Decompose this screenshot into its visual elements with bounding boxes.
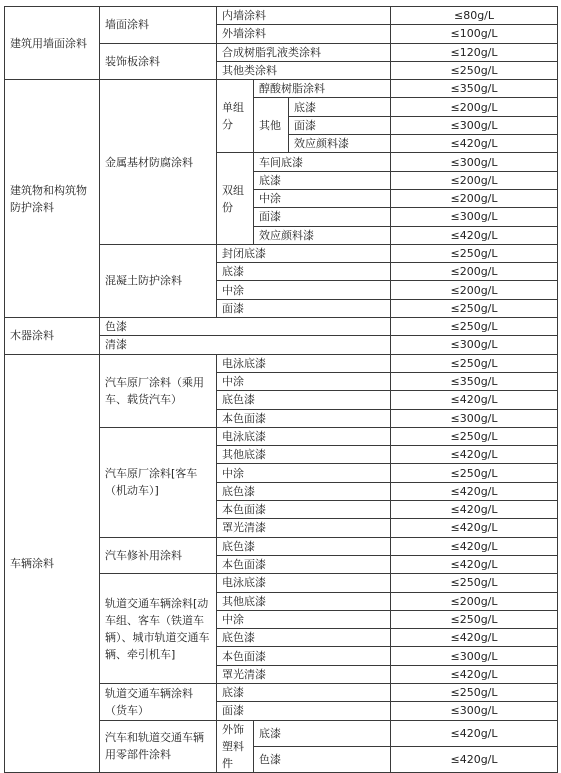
item-cell: 底色漆 [217, 391, 391, 409]
limit-value-cell: ≤250g/L [391, 610, 558, 628]
subcategory-cell: 混凝土防护涂料 [100, 244, 217, 317]
limit-value-cell: ≤250g/L [391, 354, 558, 372]
table-row [5, 7, 558, 25]
limit-value-cell: ≤200g/L [391, 263, 558, 281]
limit-value-cell: ≤250g/L [391, 574, 558, 592]
item-cell: 底色漆 [217, 537, 391, 555]
item-cell: 底漆 [289, 98, 391, 116]
limit-value-cell: ≤200g/L [391, 592, 558, 610]
item-cell: 底色漆 [217, 629, 391, 647]
component-type-cell: 双组份 [217, 153, 254, 244]
subcategory-cell: 墙面涂料 [100, 7, 217, 44]
limit-value-cell: ≤250g/L [391, 464, 558, 482]
category-cell: 车辆涂料 [5, 354, 100, 772]
item-cell: 中涂 [217, 610, 391, 628]
item-cell: 底漆 [217, 263, 391, 281]
subcategory-cell: 金属基材防腐涂料 [100, 80, 217, 245]
limit-value-cell: ≤250g/L [391, 318, 558, 336]
item-cell: 外墙涂料 [217, 25, 391, 43]
item-cell: 其他类涂料 [217, 61, 391, 79]
category-cell: 建筑用墙面涂料 [5, 7, 100, 80]
limit-value-cell: ≤420g/L [391, 226, 558, 244]
limit-value-cell: ≤300g/L [391, 116, 558, 134]
item-cell: 效应颜料漆 [254, 226, 391, 244]
limit-value-cell: ≤420g/L [391, 629, 558, 647]
category-cell: 建筑物和构筑物防护涂料 [5, 80, 100, 318]
component-type-cell: 单组分 [217, 80, 254, 153]
table-body [5, 7, 558, 773]
limit-value-cell: ≤300g/L [391, 647, 558, 665]
limit-value-cell: ≤250g/L [391, 683, 558, 701]
item-cell: 色漆 [254, 746, 391, 772]
voc-limits-table [4, 6, 558, 773]
component-type-cell: 外饰塑料件 [217, 720, 254, 772]
item-cell: 中涂 [217, 464, 391, 482]
item-cell: 内墙涂料 [217, 7, 391, 25]
table-row [5, 318, 558, 336]
limit-value-cell: ≤200g/L [391, 98, 558, 116]
item-cell: 底色漆 [217, 482, 391, 500]
item-cell: 本色面漆 [217, 647, 391, 665]
item-cell: 其他 [254, 98, 289, 153]
table-row [5, 354, 558, 372]
item-cell: 面漆 [254, 208, 391, 226]
limit-value-cell: ≤120g/L [391, 43, 558, 61]
limit-value-cell: ≤420g/L [391, 665, 558, 683]
limit-value-cell: ≤300g/L [391, 208, 558, 226]
item-cell: 色漆 [100, 318, 391, 336]
limit-value-cell: ≤300g/L [391, 702, 558, 720]
item-cell: 底漆 [217, 683, 391, 701]
limit-value-cell: ≤200g/L [391, 171, 558, 189]
item-cell: 本色面漆 [217, 409, 391, 427]
item-cell: 其他底漆 [217, 592, 391, 610]
subcategory-cell: 汽车修补用涂料 [100, 537, 217, 574]
item-cell: 电泳底漆 [217, 427, 391, 445]
limit-value-cell: ≤420g/L [391, 537, 558, 555]
limit-value-cell: ≤350g/L [391, 80, 558, 98]
table-row [5, 80, 558, 98]
subcategory-cell: 汽车和轨道交通车辆用零部件涂料 [100, 720, 217, 772]
limit-value-cell: ≤420g/L [391, 446, 558, 464]
category-cell: 木器涂料 [5, 318, 100, 355]
item-cell: 底漆 [254, 171, 391, 189]
item-cell: 合成树脂乳液类涂料 [217, 43, 391, 61]
item-cell: 清漆 [100, 336, 391, 354]
item-cell: 中涂 [217, 281, 391, 299]
limit-value-cell: ≤250g/L [391, 427, 558, 445]
limit-value-cell: ≤420g/L [391, 482, 558, 500]
limit-value-cell: ≤420g/L [391, 555, 558, 573]
limit-value-cell: ≤300g/L [391, 153, 558, 171]
limit-value-cell: ≤100g/L [391, 25, 558, 43]
limit-value-cell: ≤420g/L [391, 135, 558, 153]
item-cell: 底漆 [254, 720, 391, 746]
limit-value-cell: ≤200g/L [391, 281, 558, 299]
item-cell: 中涂 [217, 372, 391, 390]
item-cell: 电泳底漆 [217, 354, 391, 372]
limit-value-cell: ≤420g/L [391, 501, 558, 519]
subcategory-cell: 轨道交通车辆涂料[动车组、客车（铁道车辆）、城市轨道交通车辆、牵引机车] [100, 574, 217, 684]
limit-value-cell: ≤420g/L [391, 519, 558, 537]
item-cell: 效应颜料漆 [289, 135, 391, 153]
subcategory-cell: 轨道交通车辆涂料（货车） [100, 683, 217, 720]
subcategory-cell: 装饰板涂料 [100, 43, 217, 80]
limit-value-cell: ≤300g/L [391, 336, 558, 354]
item-cell: 面漆 [289, 116, 391, 134]
limit-value-cell: ≤250g/L [391, 61, 558, 79]
limit-value-cell: ≤200g/L [391, 189, 558, 207]
item-cell: 面漆 [217, 702, 391, 720]
item-cell: 本色面漆 [217, 501, 391, 519]
item-cell: 车间底漆 [254, 153, 391, 171]
limit-value-cell: ≤420g/L [391, 746, 558, 772]
item-cell: 本色面漆 [217, 555, 391, 573]
limit-value-cell: ≤80g/L [391, 7, 558, 25]
item-cell: 其他底漆 [217, 446, 391, 464]
item-cell: 罩光清漆 [217, 665, 391, 683]
subcategory-cell: 汽车原厂涂料（乘用车、载货汽车） [100, 354, 217, 427]
item-cell: 罩光清漆 [217, 519, 391, 537]
subcategory-cell: 汽车原厂涂料[客车（机动车）] [100, 427, 217, 537]
item-cell: 电泳底漆 [217, 574, 391, 592]
limit-value-cell: ≤250g/L [391, 299, 558, 317]
limit-value-cell: ≤420g/L [391, 391, 558, 409]
limit-value-cell: ≤250g/L [391, 244, 558, 262]
item-cell: 中涂 [254, 189, 391, 207]
limit-value-cell: ≤350g/L [391, 372, 558, 390]
limit-value-cell: ≤300g/L [391, 409, 558, 427]
item-cell: 醇酸树脂涂料 [254, 80, 391, 98]
limit-value-cell: ≤420g/L [391, 720, 558, 746]
item-cell: 封闭底漆 [217, 244, 391, 262]
item-cell: 面漆 [217, 299, 391, 317]
